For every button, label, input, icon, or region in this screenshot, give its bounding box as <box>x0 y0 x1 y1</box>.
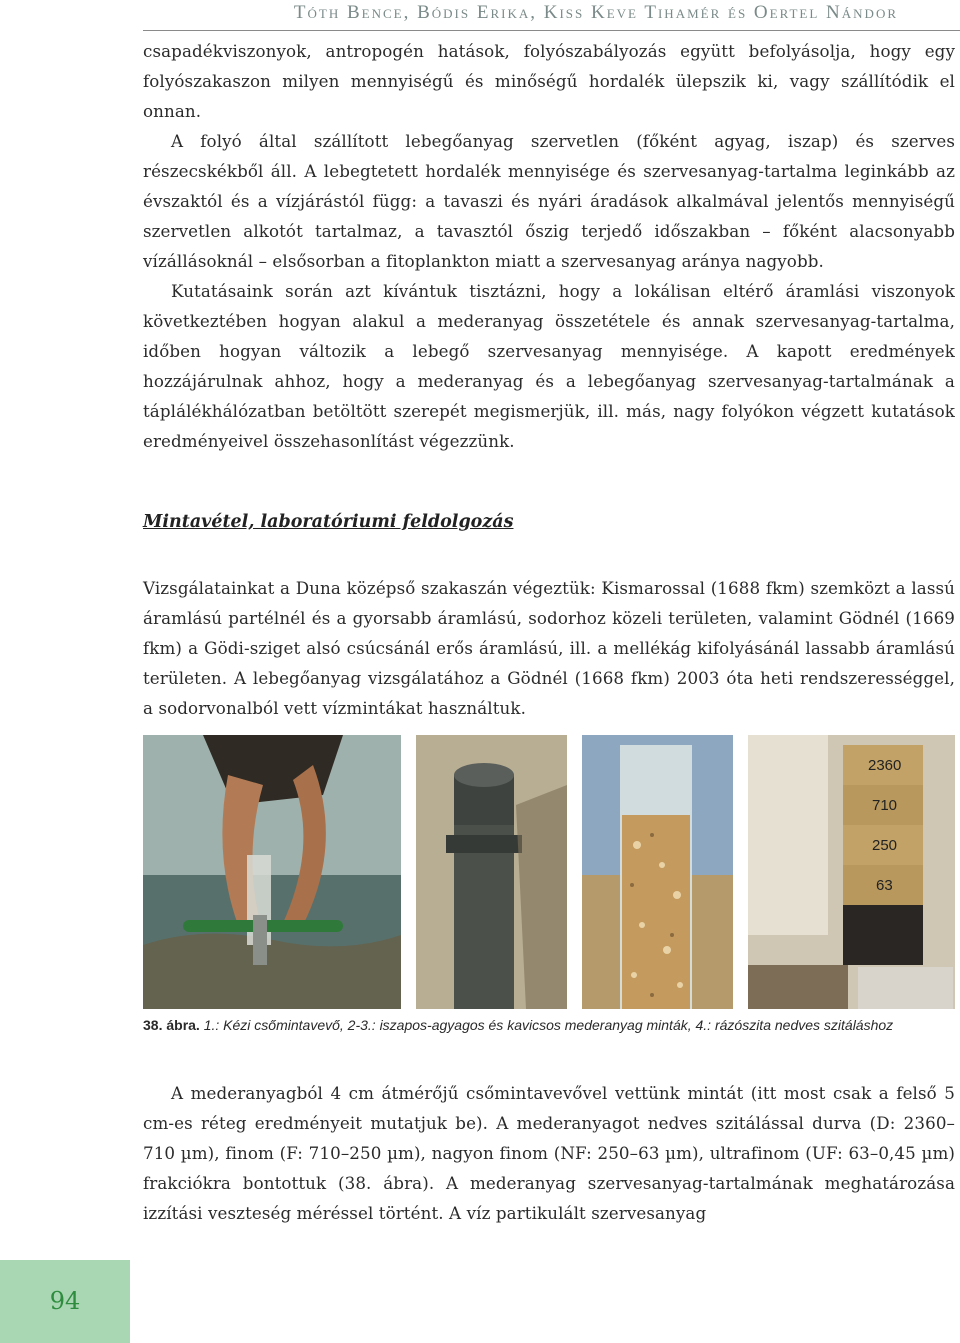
page-number-box <box>0 1260 130 1343</box>
photo-sieve-shaker <box>748 735 955 1009</box>
running-header <box>143 0 960 31</box>
page-number: 94 <box>49 1287 81 1315</box>
sieve-label-3: 250 <box>872 837 898 854</box>
sieve-label-1: 2360 <box>868 757 902 774</box>
sieve-label-2: 710 <box>872 797 898 814</box>
header-authors: Tóth Bence, Bódis Erika, Kiss Keve Tihamér és Oertel Nándor <box>293 2 898 23</box>
photo-hand-sampler <box>143 735 401 1009</box>
paragraph-1: csapadékviszonyok, antropogén hatások, folyószabályozás együtt befolyásolja, hogy egy folyószakaszon milyen mennyiségű és minőségű hordalék ülepszik ki, vagy szállítódik el onnan. <box>143 41 955 121</box>
section-heading: Mintavétel, laboratóriumi feldolgozás <box>143 512 514 532</box>
paragraph-5: A mederanyagból 4 cm átmérőjű csőmintavevővel vettünk mintát (itt most csak a felső 5 cm-es réteg eredményeit mutatjuk be). A mederanyagot nedves szitálással durva (D: 2360–710 µm), finom (F: 710–250 µm), nagyon finom (NF: 250–63 µm), ultrafinom (UF: 63–0,45 µm) frakciókra bontottuk (38. ábra). A mederanyag szervesanyag-tartalmának meghatározása izzítási veszteség méréssel történt. A víz partikulált szervesanyag <box>143 1083 955 1223</box>
paragraph-4: Vizsgálatainkat a Duna középső szakaszán végeztük: Kismarossal (1688 fkm) szemközt a lassú áramlású partélnél és a gyorsabb áramlású, sodorhoz közeli területen, valamint Gödnél (1669 fkm) a Gödi-sziget alsó csúcsánál erős áramlású, ill. a mellékág kifolyásánál lassabb áramlású területen. A lebegőanyag vizsgálatához a Gödnél (1668 fkm) 2003 óta heti rendszerességgel, a sodorvonalból vett vízmintákat használtuk. <box>143 578 955 718</box>
text-block-bottom <box>143 1078 955 1228</box>
paragraph-2: A folyó által szállított lebegőanyag szervetlen (főként agyag, iszap) és szerves részecskékből áll. A lebegtetett hordalék mennyisége és szervesanyag-tartalma leginkább az évszaktól és a vízjárástól függ: a tavaszi és nyári áradások alkalmával jelentős mennyiségű szervetlen alkotót tartalmaz, a tavasztól őszig terjedő időszakban – főként alacsonyabb vízállásoknál – elsősorban a fitoplankton miatt a szervesanyag aránya nagyobb. <box>143 131 955 271</box>
text-block-middle <box>143 573 955 723</box>
sieve-label-4: 63 <box>876 877 893 894</box>
photo-clay-core <box>416 735 567 1009</box>
photo-gravel-core <box>582 735 733 1009</box>
figure-label: 38. ábra. <box>143 1017 200 1033</box>
text-block-top <box>143 36 955 456</box>
paragraph-3: Kutatásaink során azt kívántuk tisztázni, hogy a lokálisan eltérő áramlási viszonyok következtében hogyan alakul a mederanyag összetétele és annak szervesanyag-tartalma, időben hogyan változik a lebegő szervesanyag mennyisége. A kapott eredmények hozzájárulnak ahhoz, hogy a mederanyag és a lebegőanyag szervesanyag-tartalmának a táplálékhálózatban betöltött szerepét megismerjük, ill. más, nagy folyókon végzett kutatások eredményeivel összehasonlítást végezzünk. <box>143 281 955 451</box>
figure-caption-text: 1.: Kézi csőmintavevő, 2-3.: iszapos-agyagos és kavicsos mederanyag minták, 4.: rázószita nedves szitáláshoz <box>203 1017 894 1033</box>
figure-caption <box>143 1015 955 1036</box>
